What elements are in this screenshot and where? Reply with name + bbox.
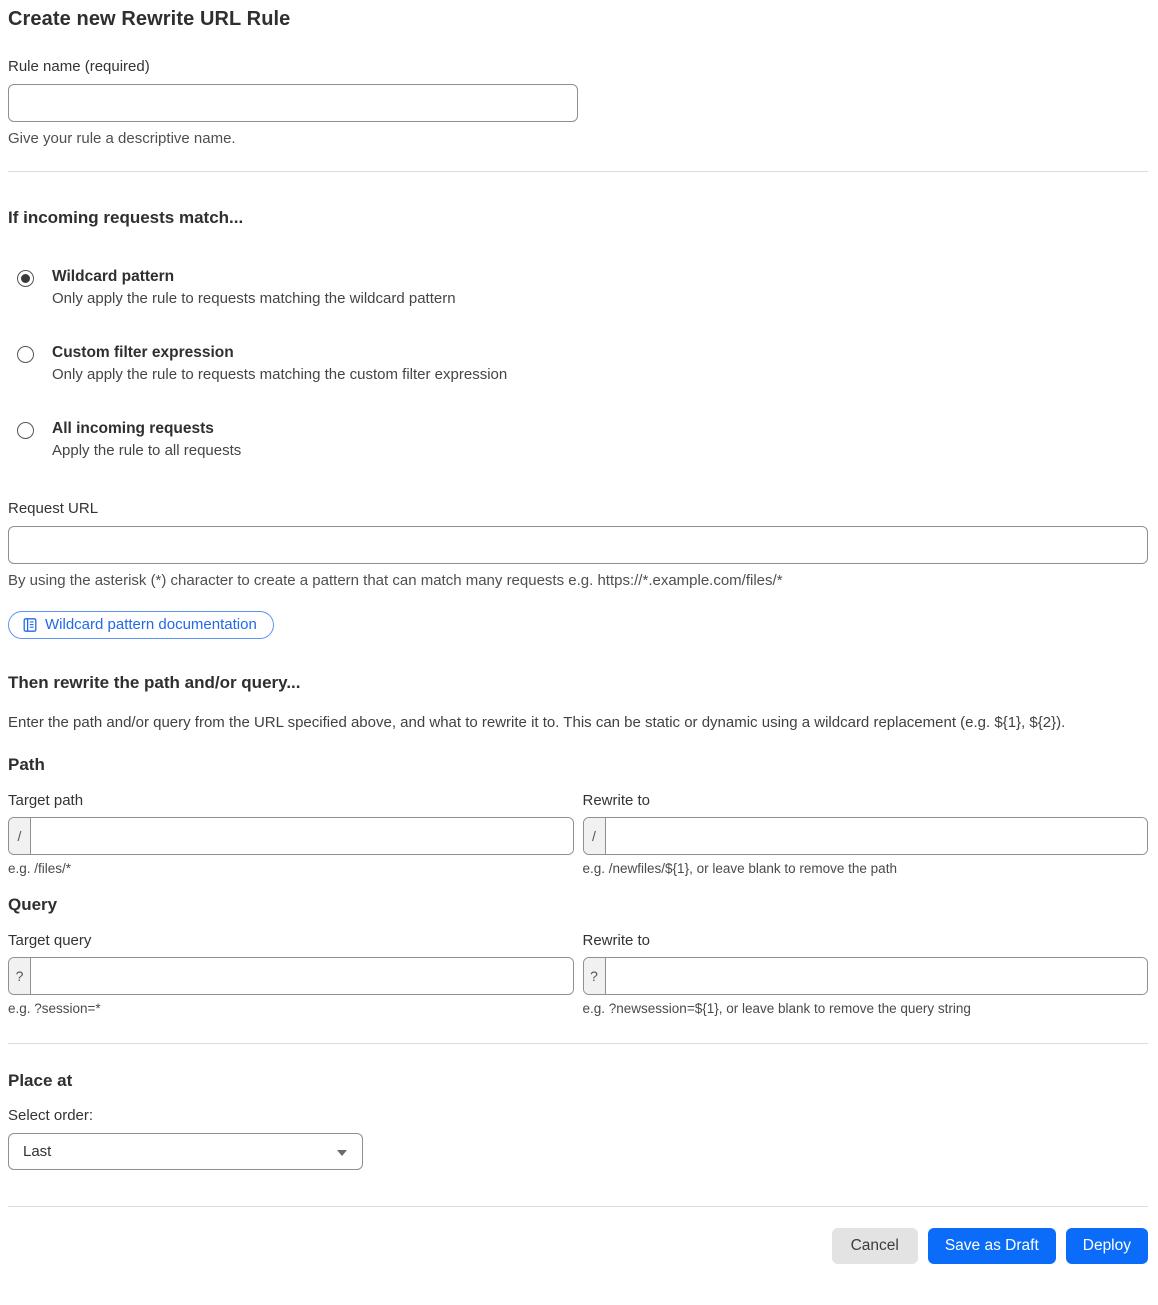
- radio-option-custom-filter[interactable]: [8, 344, 1148, 383]
- select-order-label: Select order:: [8, 1107, 94, 1124]
- query-rewrite-input[interactable]: [606, 958, 1148, 994]
- radio-description: Only apply the rule to requests matching the wildcard pattern: [52, 290, 456, 307]
- wildcard-docs-button-label: Wildcard pattern documentation: [45, 616, 257, 633]
- query-rewrite-group: [583, 957, 1149, 995]
- wildcard-docs-button[interactable]: [8, 611, 274, 639]
- target-path-helper: e.g. /files/*: [8, 861, 72, 876]
- rewrite-section-description: Enter the path and/or query from the URL specified above, and what to rewrite it to. This can be static or dynamic using a wildcard replacement (e.g. ${1}, ${2}).: [8, 714, 1066, 731]
- radio-label: All incoming requests: [52, 420, 214, 437]
- slash-prefix: /: [9, 818, 31, 854]
- radio-label: Custom filter expression: [52, 344, 234, 361]
- path-row: [8, 775, 1148, 876]
- request-url-label: Request URL: [8, 500, 99, 517]
- radio-icon[interactable]: [17, 270, 34, 287]
- radio-icon[interactable]: [17, 346, 34, 363]
- question-mark-prefix: ?: [9, 958, 31, 994]
- deploy-button[interactable]: Deploy: [1066, 1228, 1148, 1264]
- place-at-heading: Place at: [8, 1071, 73, 1090]
- path-rewrite-input[interactable]: [606, 818, 1148, 854]
- page-title: Create new Rewrite URL Rule: [8, 8, 291, 30]
- rewrite-section-heading: Then rewrite the path and/or query...: [8, 673, 301, 692]
- chevron-down-icon: [337, 1150, 347, 1156]
- divider: [8, 1043, 1148, 1044]
- footer-actions: [8, 1228, 1148, 1264]
- radio-option-all-requests[interactable]: [8, 420, 1148, 459]
- target-query-input[interactable]: [31, 958, 573, 994]
- path-rewrite-group: [583, 817, 1149, 855]
- save-as-draft-button[interactable]: Save as Draft: [928, 1228, 1056, 1264]
- path-rewrite-to-label: Rewrite to: [582, 792, 651, 809]
- radio-option-wildcard-pattern[interactable]: [8, 268, 1148, 307]
- rule-name-label: Rule name (required): [8, 58, 150, 75]
- rule-name-helper: Give your rule a descriptive name.: [8, 130, 236, 147]
- radio-icon[interactable]: [17, 422, 34, 439]
- query-rewrite-to-label: Rewrite to: [582, 932, 651, 949]
- slash-prefix: /: [584, 818, 606, 854]
- target-path-group: [8, 817, 574, 855]
- target-query-helper: e.g. ?session=*: [8, 1001, 101, 1016]
- target-query-label: Target query: [8, 932, 92, 949]
- query-heading: Query: [8, 895, 58, 914]
- query-rewrite-helper: e.g. ?newsession=${1}, or leave blank to remove the query string: [582, 1001, 971, 1016]
- order-select[interactable]: [8, 1133, 363, 1170]
- path-heading: Path: [8, 755, 45, 774]
- target-path-input[interactable]: [31, 818, 573, 854]
- target-query-group: [8, 957, 574, 995]
- path-rewrite-helper: e.g. /newfiles/${1}, or leave blank to remove the path: [582, 861, 897, 876]
- match-section-heading: If incoming requests match...: [8, 208, 244, 227]
- question-mark-prefix: ?: [584, 958, 606, 994]
- radio-description: Only apply the rule to requests matching the custom filter expression: [52, 366, 508, 383]
- cancel-button[interactable]: Cancel: [832, 1228, 918, 1264]
- match-radio-group: [8, 268, 1148, 459]
- radio-description: Apply the rule to all requests: [52, 442, 242, 459]
- radio-label: Wildcard pattern: [52, 268, 175, 285]
- target-path-label: Target path: [8, 792, 84, 809]
- divider: [8, 171, 1148, 172]
- request-url-helper: By using the asterisk (*) character to create a pattern that can match many requests e.g. https://*.example.com/files/*: [8, 572, 783, 589]
- divider: [8, 1206, 1148, 1207]
- request-url-input[interactable]: [8, 526, 1148, 564]
- book-icon: [22, 617, 38, 633]
- order-select-value: Last: [23, 1143, 52, 1160]
- rule-name-input[interactable]: [8, 84, 578, 122]
- query-row: [8, 915, 1148, 1016]
